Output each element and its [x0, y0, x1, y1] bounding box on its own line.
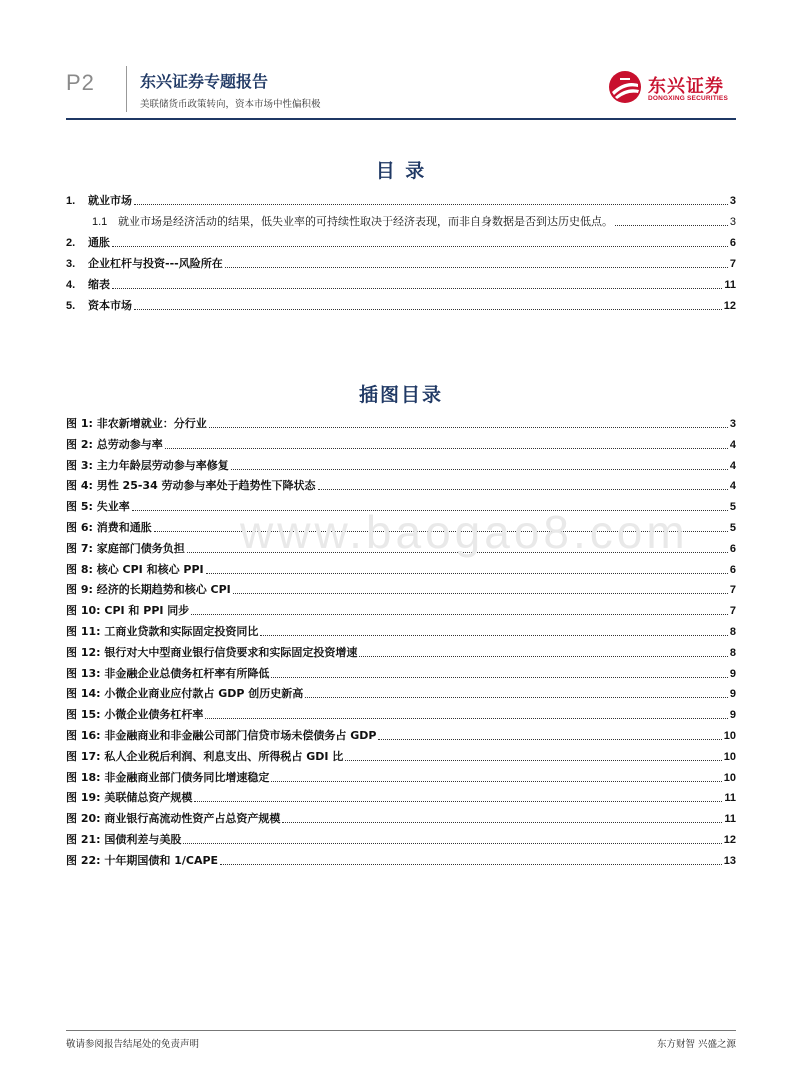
figure-entry-page: 11 [724, 813, 736, 826]
toc-entry-page: 11 [724, 279, 736, 291]
company-logo [608, 70, 738, 110]
company-slogan: 东方财智 兴盛之源 [656, 1039, 736, 1050]
toc-entry-text: 资本市场 [88, 299, 132, 312]
footer-rule [66, 1030, 736, 1031]
dot-leader [194, 800, 722, 802]
figure-entry-label: 图 16: 非金融商业和非金融公司部门信贷市场未偿债务占 GDP [66, 729, 377, 742]
figure-entry-label: 图 7: 家庭部门债务负担 [66, 541, 185, 555]
figure-entry-3[interactable] [66, 457, 736, 473]
brand-name-cn: 东兴证券 [648, 76, 724, 97]
dot-leader [220, 863, 722, 865]
toc-entry-text: 就业市场是经济活动的结果，低失业率的可持续性取决于经济表现，而非自身数据是否到达历史低点。 [118, 215, 613, 228]
toc-entry-text: 就业市场 [88, 194, 132, 207]
dot-leader [282, 821, 722, 823]
figure-entry-page: 3 [729, 418, 736, 430]
figure-entry-page: 11 [724, 792, 736, 805]
header-divider [126, 66, 127, 112]
figure-entry-page: 4 [729, 480, 736, 493]
figure-entry-page: 8 [729, 646, 736, 659]
toc-entry-number: 3. [66, 258, 76, 270]
page-number: P2 [66, 70, 95, 95]
figure-entry-label: 图 3: 主力年龄层劳动参与率修复 [66, 458, 229, 472]
toc-entry-2[interactable] [66, 234, 736, 250]
figure-entry-page: 5 [729, 501, 736, 514]
dot-leader [165, 447, 728, 449]
figure-entry-label: 图 15: 小微企业债务杠杆率 [66, 708, 204, 722]
figure-entry-22[interactable] [66, 852, 736, 868]
dot-leader [305, 696, 728, 698]
figure-entry-label: 图 6: 消费和通胀 [66, 521, 152, 534]
dot-leader [615, 224, 728, 226]
toc-entry-1-1[interactable] [92, 213, 736, 229]
figure-entry-20[interactable] [66, 810, 736, 826]
figure-entry-14[interactable] [66, 685, 736, 701]
toc-entry-number: 1.1 [92, 216, 108, 228]
figure-entry-page: 4 [729, 459, 736, 472]
figure-entry-label: 图 17: 私人企业税后利润、利息支出、所得税占 GDI 比 [66, 749, 344, 763]
dot-leader [134, 308, 722, 310]
figure-entry-label: 图 18: 非金融商业部门债务同比增速稳定 [66, 770, 270, 784]
figure-entry-page: 4 [729, 438, 736, 451]
figure-entry-4[interactable] [66, 477, 736, 493]
figure-entry-page: 7 [729, 584, 736, 597]
figure-entry-15[interactable] [66, 706, 736, 722]
figure-entry-19[interactable] [66, 789, 736, 805]
dot-leader [183, 842, 721, 844]
toc-entry-page: 12 [723, 300, 736, 312]
figure-entry-label: 图 19: 美联储总资产规模 [66, 791, 193, 805]
dot-leader [378, 738, 721, 740]
report-title: 东兴证券专题报告 [140, 72, 269, 91]
toc-entry-3[interactable] [66, 255, 736, 271]
figure-entry-page: 9 [729, 667, 736, 680]
figure-entry-21[interactable] [66, 831, 736, 847]
figure-entry-label: 图 5: 失业率 [66, 500, 130, 514]
figure-entry-8[interactable] [66, 561, 736, 577]
toc-entry-4[interactable] [66, 276, 736, 292]
figure-entry-label: 图 1: 非农新增就业：分行业 [66, 417, 207, 430]
toc-entry-text: 通胀 [88, 236, 110, 249]
figure-entry-page: 7 [729, 605, 736, 618]
figure-entry-page: 9 [729, 709, 736, 722]
figure-entry-label: 图 13: 非金融企业总债务杠杆率有所降低 [66, 666, 270, 680]
figure-entry-label: 图 4: 男性 25-34 劳动参与率处于趋势性下降状态 [66, 479, 316, 493]
toc-title: 目 录 [375, 160, 427, 182]
dot-leader [233, 592, 728, 594]
toc-entry-number: 4. [66, 279, 76, 291]
dot-leader [359, 655, 728, 657]
figure-entry-page: 10 [723, 750, 736, 763]
toc-entry-page: 7 [729, 258, 736, 270]
figure-entry-page: 9 [729, 688, 736, 701]
toc-entry-5[interactable] [66, 297, 736, 313]
figure-entry-page: 10 [723, 730, 736, 742]
figure-list-title: 插图目录 [358, 384, 443, 406]
figure-entry-17[interactable] [66, 748, 736, 764]
figure-entry-label: 图 10: CPI 和 PPI 同步 [66, 604, 190, 618]
figure-entry-11[interactable] [66, 623, 736, 639]
figure-entry-18[interactable] [66, 769, 736, 785]
dot-leader [271, 676, 728, 678]
dot-leader [345, 759, 721, 761]
toc-entry-page: 3 [729, 195, 736, 207]
dot-leader [231, 468, 728, 470]
dot-leader [112, 245, 728, 247]
dot-leader [191, 613, 728, 615]
dot-leader [205, 717, 728, 719]
toc-entry-page: 6 [729, 237, 736, 249]
figure-entry-label: 图 12: 银行对大中型商业银行信贷要求和实际固定投资增速 [66, 645, 358, 659]
dot-leader [134, 203, 728, 205]
figure-entry-9[interactable] [66, 581, 736, 597]
figure-entry-label: 图 20: 商业银行高流动性资产占总资产规模 [66, 812, 281, 826]
figure-entry-label: 图 9: 经济的长期趋势和核心 CPI [66, 583, 231, 597]
figure-entry-2[interactable] [66, 436, 736, 452]
figure-entry-16[interactable] [66, 727, 736, 743]
toc-entry-page: 3 [729, 216, 736, 228]
figure-entry-label: 图 2: 总劳动参与率 [66, 437, 163, 451]
watermark: www.baogao8.com [240, 506, 689, 558]
report-subtitle: 美联储货币政策转向，资本市场中性偏积极 [140, 99, 321, 110]
dongxing-logo-icon [608, 70, 642, 104]
toc-entry-number: 2. [66, 237, 76, 249]
toc-entry-text: 缩表 [88, 278, 110, 291]
figure-entry-page: 6 [729, 563, 736, 576]
dot-leader [206, 572, 728, 574]
figure-entry-page: 10 [723, 771, 736, 784]
dot-leader [209, 426, 728, 428]
figure-entry-13[interactable] [66, 665, 736, 681]
header-rule [66, 118, 736, 120]
toc-entry-text: 企业杠杆与投资---风险所在 [88, 257, 223, 270]
toc-entry-1[interactable] [66, 192, 736, 208]
dot-leader [260, 634, 728, 636]
figure-entry-page: 13 [723, 854, 736, 867]
dot-leader [318, 488, 728, 490]
dot-leader [271, 780, 721, 782]
figure-entry-10[interactable] [66, 602, 736, 618]
figure-entry-label: 图 11: 工商业贷款和实际固定投资同比 [66, 625, 259, 638]
toc-entry-number: 5. [66, 300, 76, 312]
disclaimer-note: 敬请参阅报告结尾处的免责声明 [66, 1039, 200, 1050]
figure-entry-page: 5 [729, 522, 736, 534]
brand-name-en: DONGXING SECURITIES [648, 95, 729, 102]
figure-entry-label: 图 21: 国债利差与美股 [66, 833, 182, 846]
figure-entry-page: 12 [723, 834, 736, 846]
figure-entry-label: 图 22: 十年期国债和 1/CAPE [66, 853, 219, 867]
dot-leader [225, 266, 728, 268]
figure-entry-page: 6 [729, 542, 736, 555]
figure-entry-12[interactable] [66, 644, 736, 660]
figure-entry-label: 图 8: 核心 CPI 和核心 PPI [66, 562, 204, 576]
dot-leader [112, 287, 722, 289]
figure-entry-page: 8 [729, 626, 736, 638]
toc-entry-number: 1. [66, 195, 76, 207]
figure-entry-label: 图 14: 小微企业商业应付款占 GDP 创历史新高 [66, 687, 304, 701]
figure-entry-1[interactable] [66, 415, 736, 431]
